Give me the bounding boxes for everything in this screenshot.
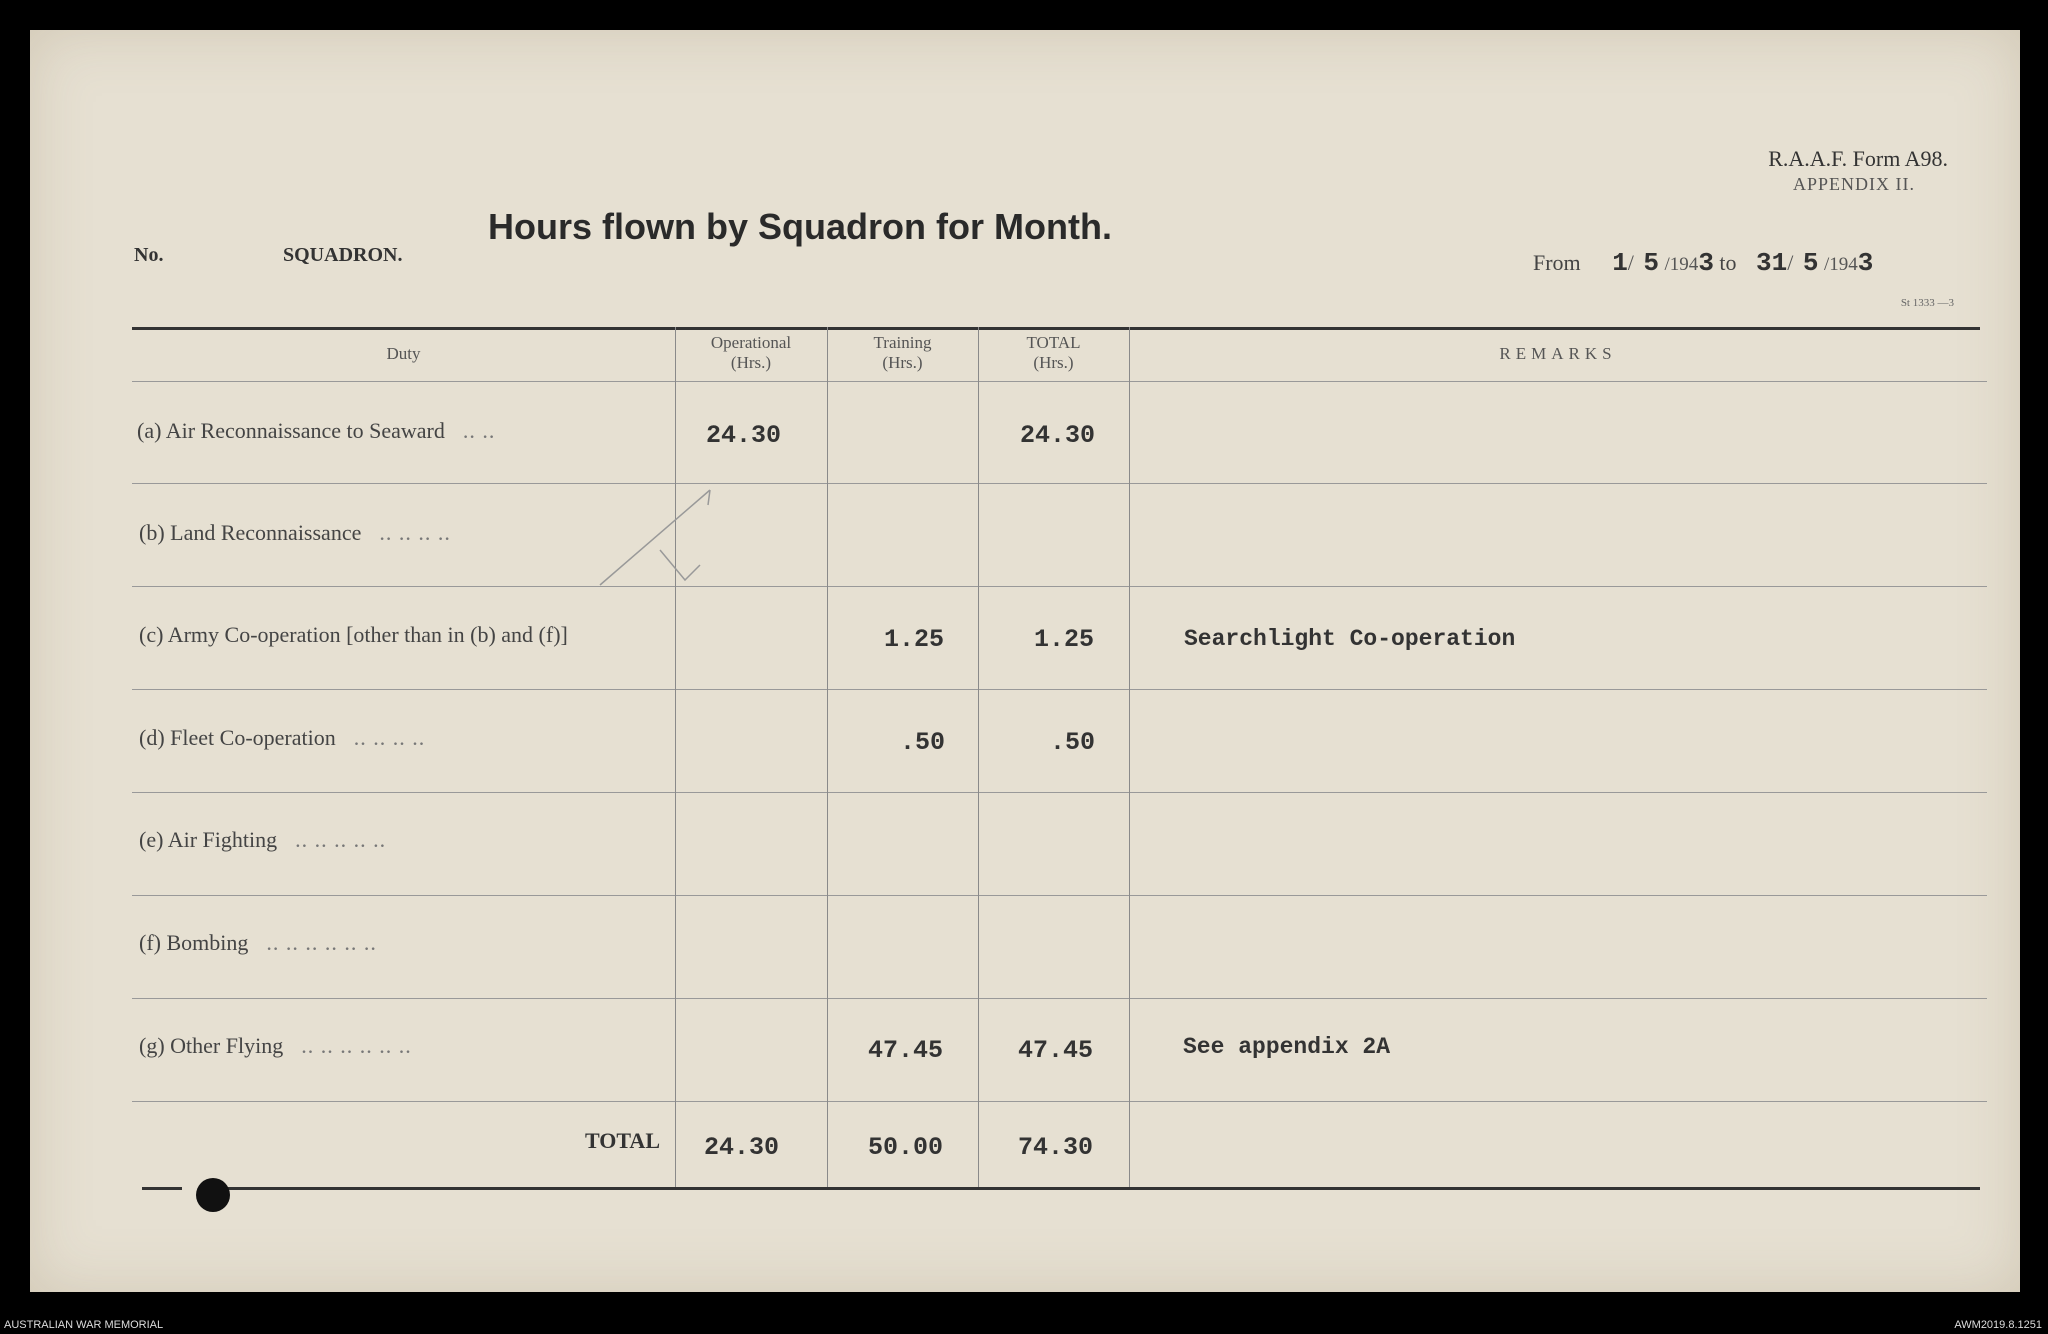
from-label: From [1533, 250, 1581, 275]
table-row-label: (g) Other Flying .. .. .. .. .. .. [139, 1033, 412, 1058]
row-rule [132, 1101, 1987, 1102]
total-value: 1.25 [1034, 625, 1095, 654]
operational-header: Operational (Hrs.) [710, 333, 792, 372]
column-divider [827, 327, 828, 1187]
from-year-typed: 3 [1698, 248, 1714, 278]
row-rule [132, 792, 1987, 793]
training-header: Training (Hrs.) [873, 333, 932, 372]
row-rule [132, 998, 1987, 999]
form-sheet [30, 30, 2020, 1292]
form-number: R.A.A.F. Form A98. [1768, 146, 1948, 171]
leader-dots: .. .. .. .. .. [295, 827, 387, 852]
leader-dots: .. .. .. .. .. .. [301, 1033, 412, 1058]
remarks-value: Searchlight Co-operation [1184, 626, 1516, 652]
row-rule [132, 895, 1987, 896]
total-operational-value: 24.30 [704, 1133, 780, 1162]
grand-total-value: 74.30 [1018, 1133, 1094, 1162]
total-value: .50 [1050, 728, 1096, 757]
date-range: From 1/ 5 /1943 to 31/ 5 /1943 [1533, 248, 1874, 278]
from-day: 1 [1612, 248, 1628, 278]
leader-dots: .. .. .. .. .. .. [266, 930, 377, 955]
number-label: No. [134, 244, 164, 266]
total-value: 24.30 [1020, 421, 1096, 450]
row-rule [132, 586, 1987, 587]
total-training-value: 50.00 [868, 1133, 944, 1162]
remarks-header: REMARKS [1499, 344, 1617, 363]
column-divider [1129, 327, 1130, 1187]
from-year-printed: /194 [1664, 254, 1699, 275]
leader-dots: .. .. [462, 418, 496, 443]
column-divider [675, 327, 676, 1187]
column-divider [978, 327, 979, 1187]
table-top-rule [132, 327, 1980, 330]
training-value: .50 [900, 728, 946, 757]
table-row-label: (c) Army Co-operation [other than in (b) and (f)] [139, 622, 568, 647]
training-value: 47.45 [868, 1036, 944, 1065]
table-row-label: (a) Air Reconnaissance to Seaward .. .. [137, 418, 496, 443]
table-bottom-rule [205, 1187, 1980, 1190]
table-row-label: (d) Fleet Co-operation .. .. .. .. [139, 725, 426, 750]
squadron-label: SQUADRON. [283, 244, 403, 266]
to-year-printed: /194 [1824, 254, 1858, 275]
training-value: 1.25 [884, 625, 945, 654]
leader-dots: .. .. .. .. [353, 725, 426, 750]
row-rule [132, 689, 1987, 690]
row-rule [132, 483, 1987, 484]
to-label: to [1719, 250, 1737, 275]
from-month: 5 [1643, 248, 1660, 278]
footer-catalogue-number: AWM2019.8.1251 [1954, 1319, 2042, 1331]
table-row-label: (f) Bombing .. .. .. .. .. .. [139, 930, 377, 955]
to-month: 5 [1802, 248, 1819, 278]
footer-credit: AUSTRALIAN WAR MEMORIAL [4, 1319, 164, 1331]
header-rule [132, 381, 1987, 382]
duty-header: Duty [386, 344, 421, 363]
stamp-code: St 1333 —3 [1900, 297, 1954, 309]
total-value: 47.45 [1018, 1036, 1094, 1065]
total-header: TOTAL (Hrs.) [1026, 333, 1081, 372]
page-title: Hours flown by Squadron for Month. [488, 206, 1112, 247]
to-year-typed: 3 [1857, 248, 1874, 278]
operational-value: 24.30 [706, 421, 782, 450]
table-row-label: (e) Air Fighting .. .. .. .. .. [139, 827, 387, 852]
punch-hole [196, 1178, 230, 1212]
table-row-label: (b) Land Reconnaissance .. .. .. .. [139, 520, 451, 545]
leader-dots: .. .. .. .. [379, 520, 451, 545]
pencil-mark [590, 470, 740, 600]
total-row-label: TOTAL [585, 1128, 660, 1153]
remarks-value: See appendix 2A [1183, 1034, 1391, 1060]
to-day: 31 [1756, 248, 1788, 278]
table-bottom-rule-stub [142, 1187, 182, 1190]
appendix-label: APPENDIX II. [1793, 174, 1915, 194]
